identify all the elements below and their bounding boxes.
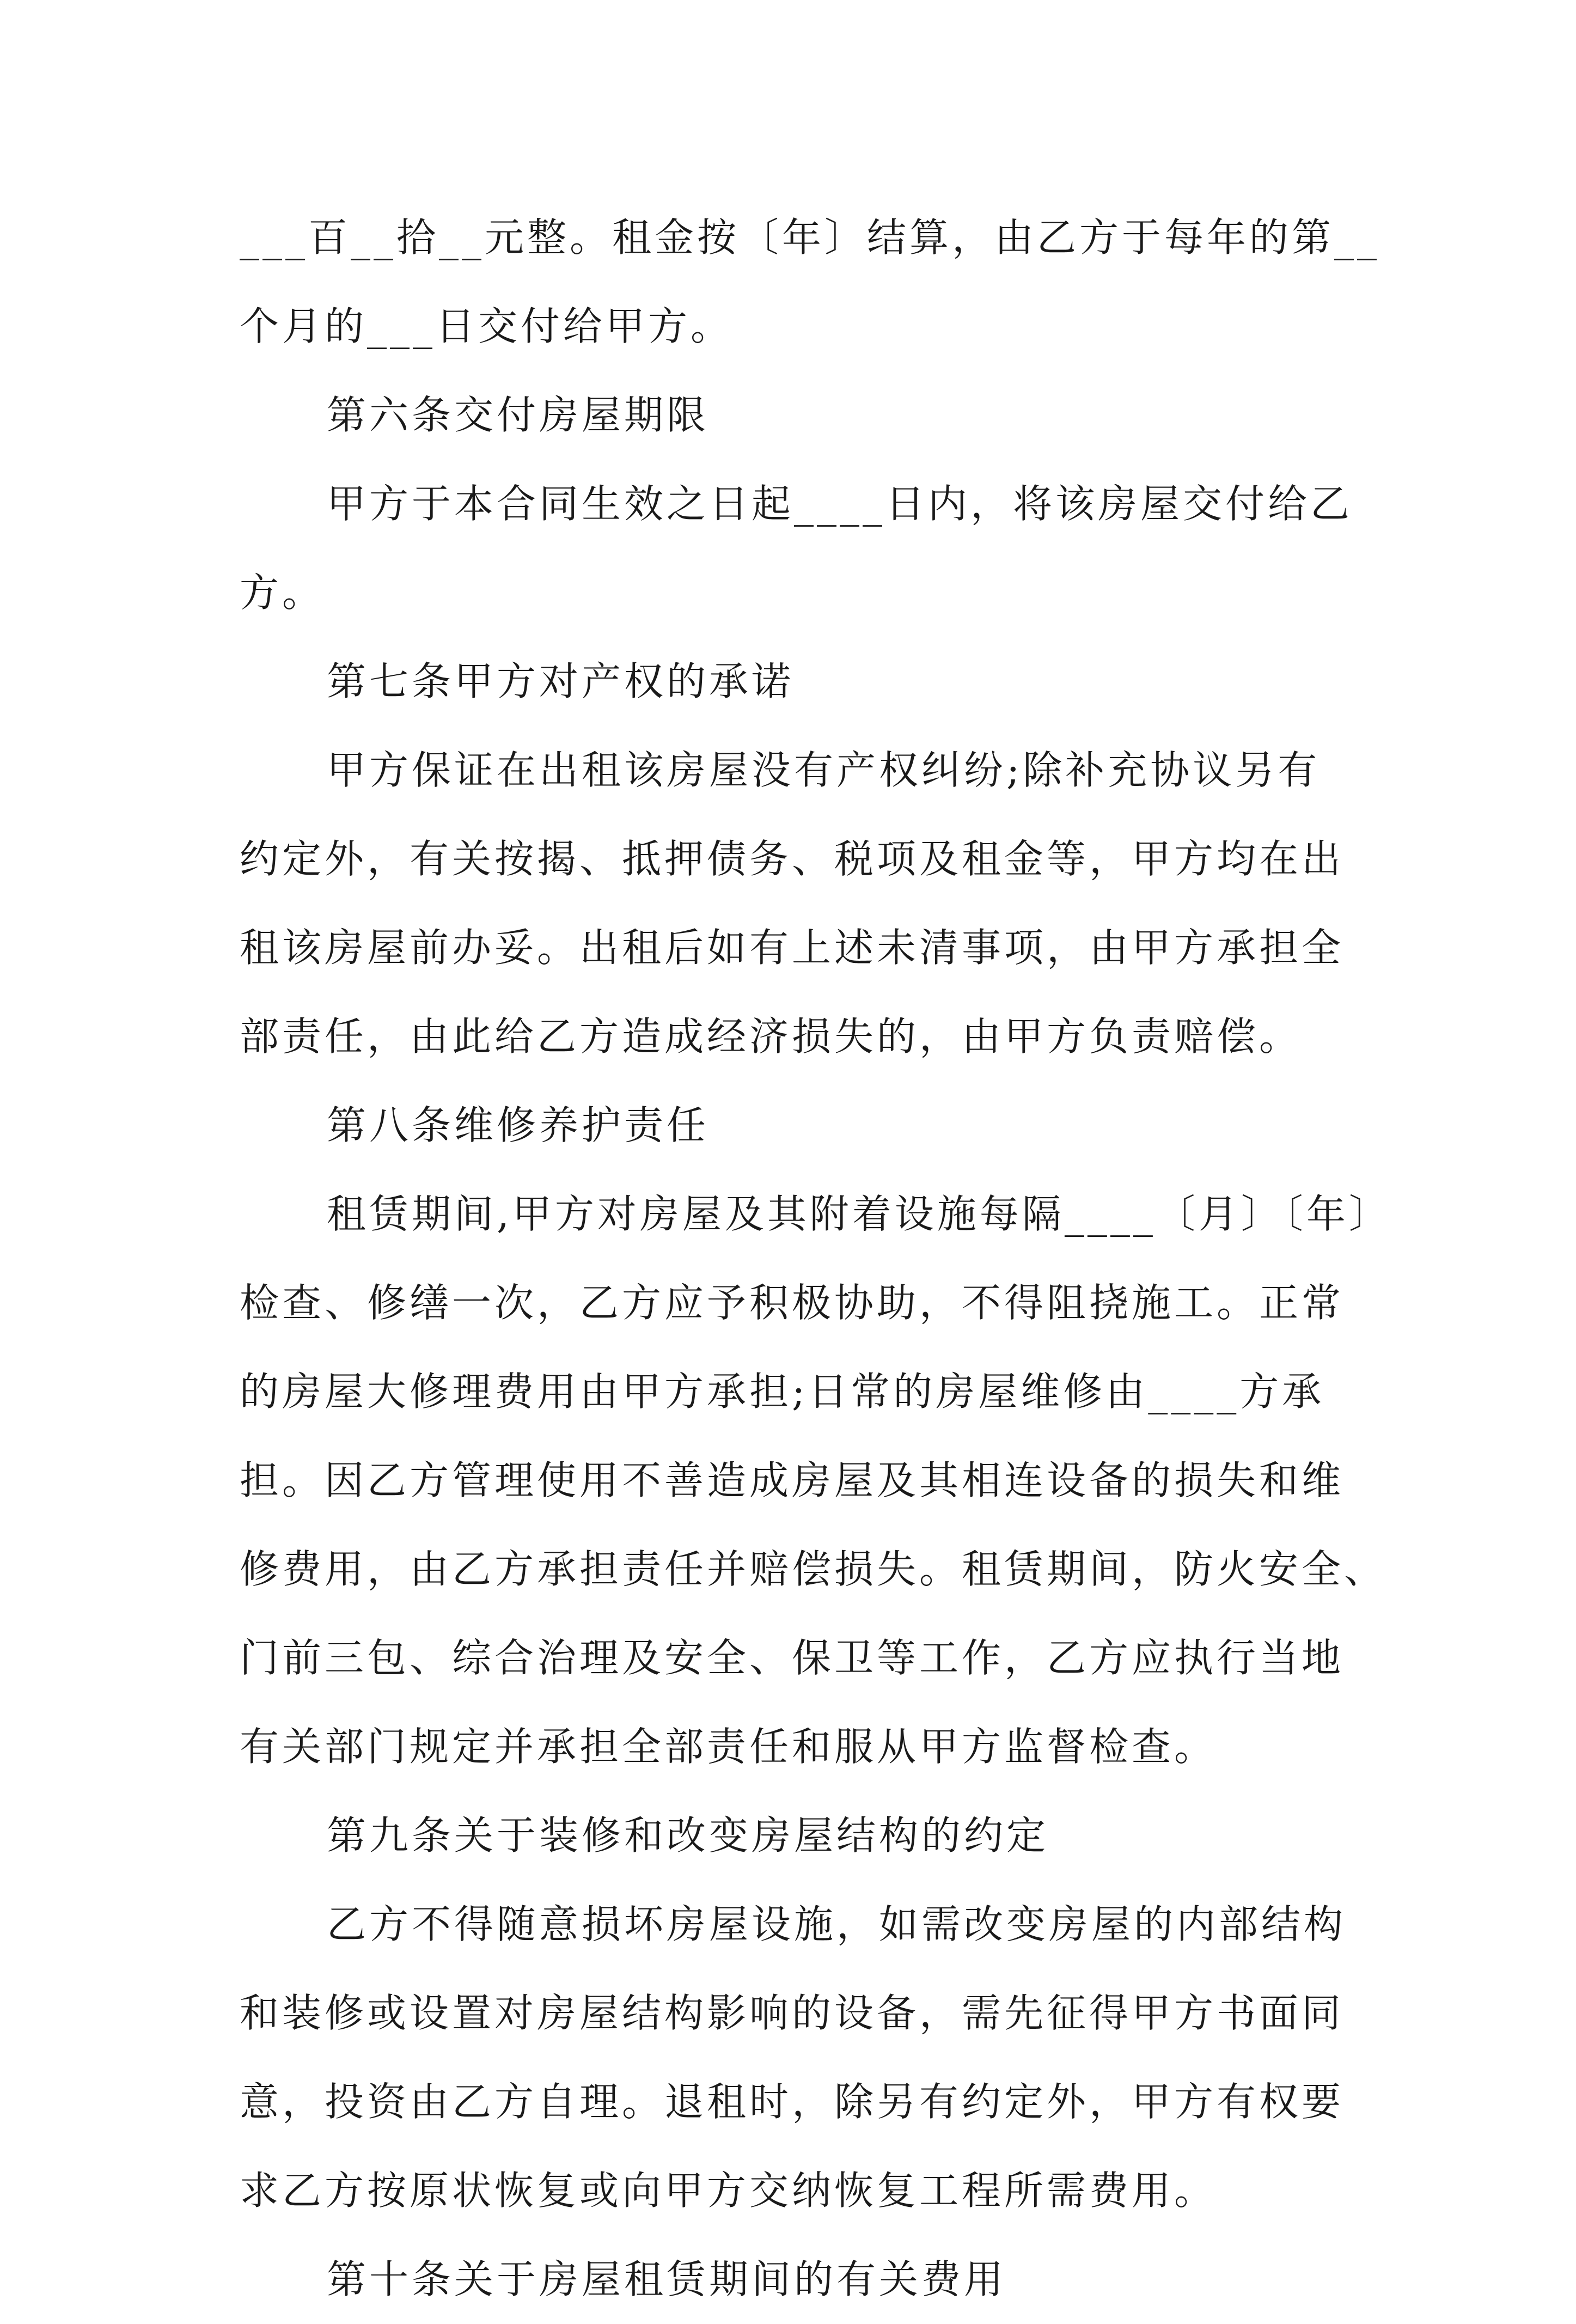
text-line: 有关部门规定并承担全部责任和服从甲方监督检查。 xyxy=(240,1724,1217,1770)
text-line: 修费用，由乙方承担责任并赔偿损失。租赁期间，防火安全、 xyxy=(240,1546,1387,1592)
paragraph-start-line: 乙方不得随意损坏房屋设施，如需改变房屋的内部结构 xyxy=(327,1901,1347,1947)
text-line: 个月的___日交付给甲方。 xyxy=(240,303,734,349)
text-line: 部责任，由此给乙方造成经济损失的，由甲方负责赔偿。 xyxy=(240,1014,1302,1059)
paragraph-start-line: 第十条关于房屋租赁期间的有关费用 xyxy=(327,2256,1007,2302)
paragraph-start-line: 租赁期间,甲方对房屋及其附着设施每隔____〔月〕〔年〕 xyxy=(327,1191,1391,1237)
paragraph-start-line: 第七条甲方对产权的承诺 xyxy=(327,658,795,704)
paragraph-start-line: 甲方保证在出租该房屋没有产权纠纷;除补充协议另有 xyxy=(327,747,1321,793)
text-line: 意，投资由乙方自理。退租时，除另有约定外，甲方有权要 xyxy=(240,2079,1345,2125)
paragraph-start-line: 第八条维修养护责任 xyxy=(327,1102,710,1148)
paragraph-start-line: 甲方于本合同生效之日起____日内，将该房屋交付给乙 xyxy=(327,481,1353,527)
text-line: 租该房屋前办妥。出租后如有上述未清事项，由甲方承担全 xyxy=(240,925,1345,971)
text-line: 约定外，有关按揭、抵押债务、税项及租金等，甲方均在出 xyxy=(240,836,1345,882)
text-line: ___百__拾__元整。租金按〔年〕结算，由乙方于每年的第__ xyxy=(240,215,1380,260)
text-line: 担。因乙方管理使用不善造成房屋及其相连设备的损失和维 xyxy=(240,1457,1345,1503)
text-line: 方。 xyxy=(240,570,325,615)
document-page xyxy=(240,193,1391,2324)
paragraph-start-line: 第九条关于装修和改变房屋结构的约定 xyxy=(327,1813,1049,1858)
text-line: 求乙方按原状恢复或向甲方交纳恢复工程所需费用。 xyxy=(240,2168,1217,2213)
text-line: 的房屋大修理费用由甲方承担;日常的房屋维修由____方承 xyxy=(240,1369,1325,1414)
paragraph-start-line: 第六条交付房屋期限 xyxy=(327,392,710,438)
text-line: 门前三包、综合治理及安全、保卫等工作，乙方应执行当地 xyxy=(240,1635,1345,1681)
text-line: 检查、修缮一次，乙方应予积极协助，不得阻挠施工。正常 xyxy=(240,1280,1345,1326)
text-line: 和装修或设置对房屋结构影响的设备，需先征得甲方书面同 xyxy=(240,1990,1345,2036)
